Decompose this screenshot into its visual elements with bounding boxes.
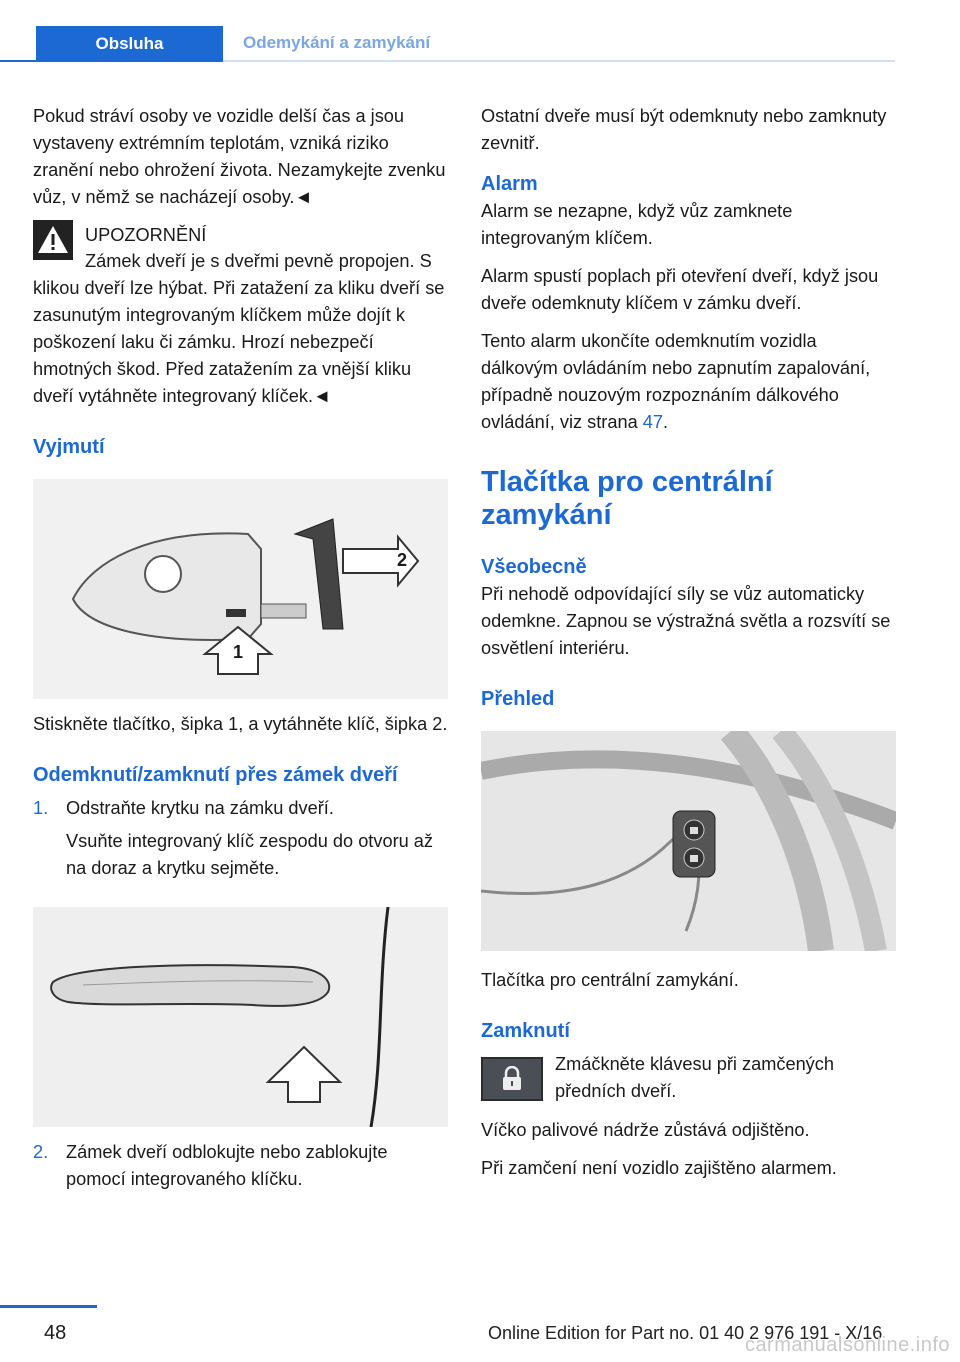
paragraph: Alarm se nezapne, když vůz zamknete integrovaným klíčem. [481,201,793,248]
right-column [481,103,896,1193]
warning-triangle-icon [33,220,73,260]
image-caption: Tlačítka pro centrální zamykání. [481,970,739,990]
step-text: Zámek dveří odblokujte nebo zablokujte pomocí integrovaného klíčku. [66,1142,388,1189]
heading-vseobecne: Všeobecně [481,556,587,578]
heading-alarm: Alarm [481,173,538,195]
step-text: Odstraňte krytku na zámku dveří. [66,798,334,818]
footer-line [0,1305,97,1308]
door-panel-illustration [481,731,896,951]
heading-zamknuti: Zamknutí [481,1020,570,1042]
central-lock-buttons-image [481,731,896,951]
heading-vyjmuti: Vyjmutí [33,436,105,458]
lock-button-icon [481,1057,543,1101]
list-item [33,1139,448,1204]
paragraph: Při zamčení není vozidlo zajištěno alarmem. [481,1158,837,1178]
edition-text: Online Edition for Part no. 01 40 2 976 191 - X/16 [488,1323,883,1343]
paragraph-text: . [663,412,669,432]
warning-title: UPOZORNĚNÍ [85,225,207,245]
key-illustration [33,479,448,699]
paragraph: Víčko palivové nádrže zůstává odjištěno. [481,1120,810,1140]
paragraph [481,328,896,436]
list-number: 1. [33,798,49,818]
door-handle-illustration [33,907,448,1127]
left-column [33,103,448,1204]
tab-obsluha[interactable]: Obsluha [36,26,223,62]
lock-key-row [481,1051,896,1105]
door-lock-image [33,907,448,1127]
paragraph: Pokud stráví osoby ve vozidle delší čas a jsou vystaveny extrémním teplotám, vzniká riziko zranění nebo ohrožení života. Nezamykejte zvenku vůz, v němž se nacházejí osoby.◄ [33,106,446,207]
heading-odemknuti: Odemknutí/zamknutí přes zámek dveří [33,764,398,786]
heading-prehled: Přehled [481,688,555,710]
step-subtext: Vsuňte integrovaný klíč zespodu do otvoru až na doraz a krytku sejměte. [66,831,434,878]
list-number: 2. [33,1142,49,1162]
warning-text: Zámek dveří je s dveřmi pevně propojen. S klikou dveří lze hýbat. Při zatažení za kliku dveří se zasunutým integrovaným klíčkem může dojít k poškození laku či zámku. Hrozí nebezpečí hmotných škod. Před zatažením za vnější kliku dveří vytáhněte integrovaný klíček.◄ [33,251,445,406]
tab-underline [0,60,36,62]
paragraph-text: Tento alarm ukončíte odemknutím vozidla dálkovým ovládáním nebo zapnutím zapalování, případně nouzovým rozpoznáním dálkového ovládání, viz strana [481,331,871,432]
paragraph: Alarm spustí poplach při otevření dveří, když jsou dveře odemknuty klíčem v zámku dveří. [481,266,879,313]
key-removal-image [33,479,448,699]
list-item [33,795,448,893]
watermark: carmanualsonline.info [744,1334,950,1356]
header-tabs [0,26,895,62]
lock-instruction: Zmáčkněte klávesu při zamčených předních dveří. [555,1054,834,1101]
paragraph: Ostatní dveře musí být odemknuty nebo zamknuty zevnitř. [481,106,887,153]
page-link[interactable]: 47 [642,412,663,432]
page-number: 48 [44,1322,67,1344]
tab-odemykani[interactable]: Odemykání a zamykání [223,26,895,62]
paragraph: Stiskněte tlačítko, šipka 1, a vytáhněte klíč, šipka 2. [33,714,448,734]
arrow-label-2: 2 [397,550,408,570]
section-title: Tlačítka pro centrální zamykání [481,466,773,531]
paragraph: Při nehodě odpovídající síly se vůz automaticky odemkne. Zapnou se výstražná světla a rozsvítí se osvětlení interiéru. [481,584,891,658]
arrow-label-1: 1 [233,642,244,662]
